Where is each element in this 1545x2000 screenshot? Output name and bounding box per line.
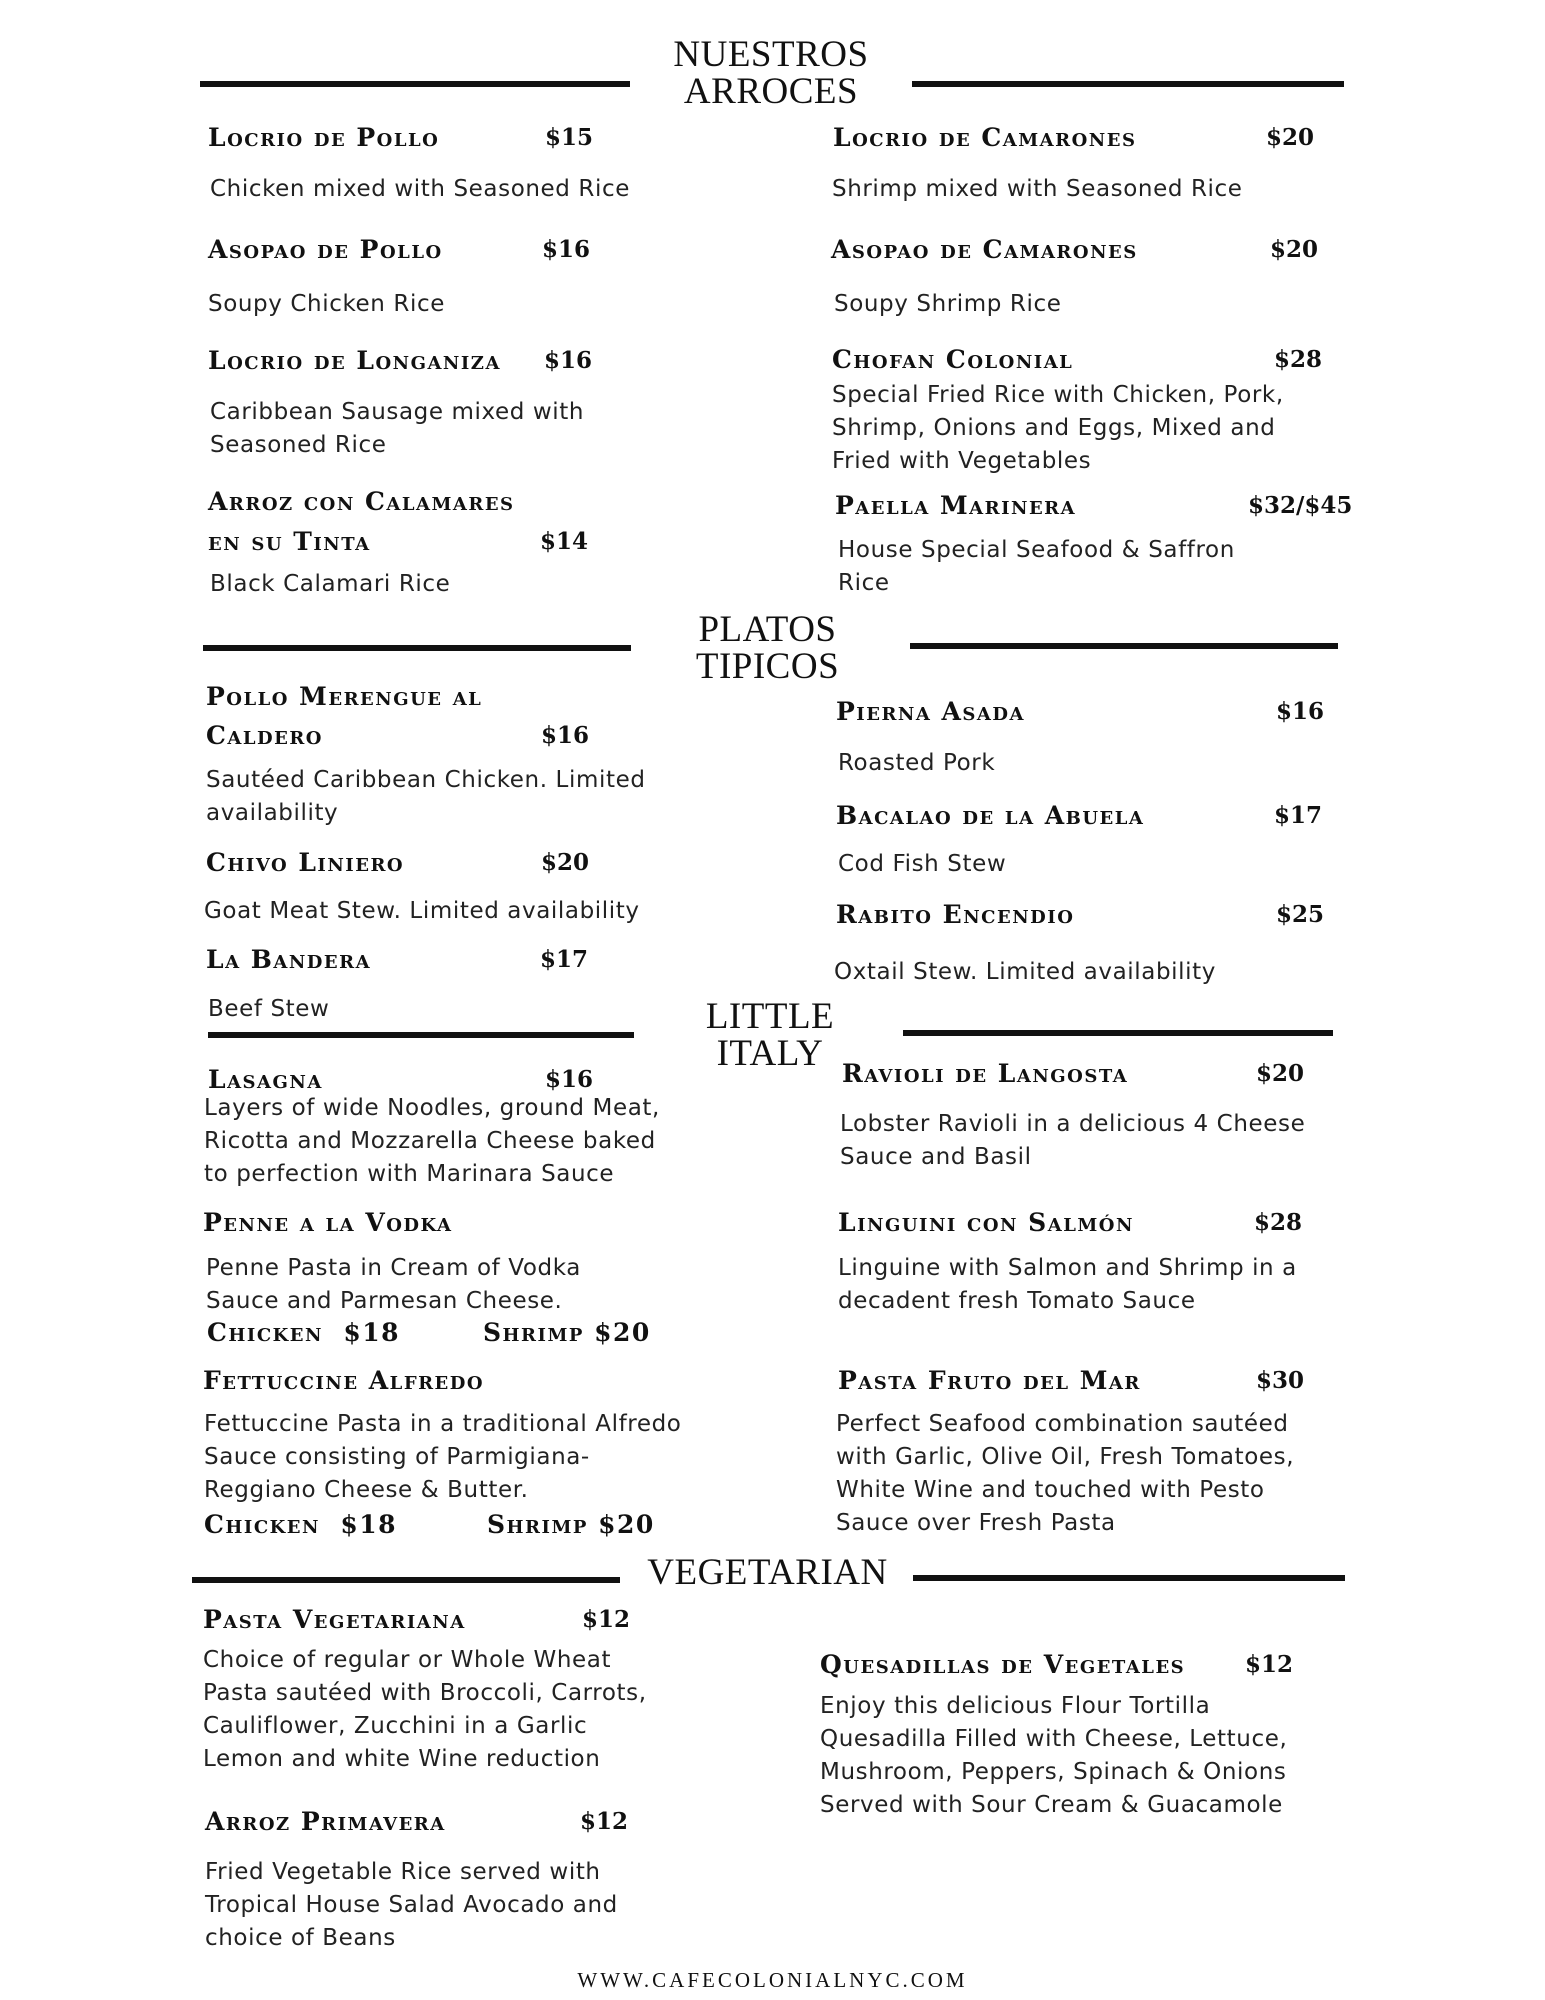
- item-name: Arroz Primavera: [205, 1807, 446, 1836]
- item-desc: Oxtail Stew. Limited availability: [834, 959, 1216, 985]
- item-desc: Fried Vegetable Rice served with Tropical House Salad Avocado and choice of Beans: [205, 1859, 618, 1951]
- item-name: Rabito Encendio: [836, 900, 1075, 929]
- section-rule-left: [203, 645, 631, 651]
- item-price: $17: [540, 946, 589, 973]
- item-desc: Roasted Pork: [838, 750, 996, 776]
- item-desc: Sautéed Caribbean Chicken. Limited availability: [206, 767, 646, 826]
- item-desc: Penne Pasta in Cream of Vodka Sauce and Parmesan Cheese.: [206, 1255, 581, 1314]
- item-price: $12: [1245, 1651, 1294, 1678]
- item-option-chicken: Chicken $18: [204, 1510, 398, 1539]
- item-name: Caldero: [206, 721, 323, 750]
- section-rule-left: [200, 81, 630, 87]
- item-option-shrimp: Shrimp $20: [487, 1510, 655, 1539]
- item-name: Locrio de Camarones: [833, 123, 1137, 152]
- section-rule-left: [192, 1577, 620, 1583]
- section-title-tipicos: PLATOS TIPICOS: [695, 609, 840, 687]
- item-desc: Goat Meat Stew. Limited availability: [204, 898, 640, 924]
- item-desc: Enjoy this delicious Flour Tortilla Quesadilla Filled with Cheese, Lettuce, Mushroom, Peppers, Spinach & Onions Served with Sour Cream & Guacamole: [820, 1693, 1288, 1818]
- item-name: Bacalao de la Abuela: [836, 801, 1145, 830]
- item-price: $16: [541, 722, 590, 749]
- section-title-italy: LITTLE ITALY: [705, 996, 835, 1074]
- item-name: La Bandera: [206, 945, 372, 974]
- item-desc: Chicken mixed with Seasoned Rice: [210, 176, 630, 202]
- item-name: Pierna Asada: [836, 697, 1025, 726]
- section-rule-left: [208, 1032, 634, 1038]
- item-desc: Choice of regular or Whole Wheat Pasta sautéed with Broccoli, Carrots, Cauliflower, Zucchini in a Garlic Lemon and white Wine reduction: [203, 1647, 647, 1772]
- item-name: Fettuccine Alfredo: [203, 1366, 485, 1395]
- item-name: Pasta Fruto del Mar: [838, 1366, 1141, 1395]
- item-name: Pasta Vegetariana: [203, 1605, 466, 1634]
- item-desc: Soupy Shrimp Rice: [834, 291, 1062, 317]
- section-title-vegetarian: VEGETARIAN: [647, 1552, 888, 1593]
- item-option-chicken: Chicken $18: [207, 1318, 401, 1347]
- item-price: $16: [545, 1066, 594, 1093]
- item-name: Asopao de Pollo: [208, 235, 443, 264]
- item-price: $20: [1270, 236, 1319, 263]
- item-price: $28: [1254, 1209, 1303, 1236]
- item-price: $30: [1256, 1367, 1305, 1394]
- item-price: $20: [1266, 124, 1315, 151]
- item-option-shrimp: Shrimp $20: [483, 1318, 651, 1347]
- item-price: $32/$45: [1248, 492, 1353, 519]
- item-desc: Perfect Seafood combination sautéed with Garlic, Olive Oil, Fresh Tomatoes, White Wine and touched with Pesto Sauce over Fresh Pasta: [836, 1411, 1295, 1536]
- section-rule-right: [913, 1575, 1345, 1581]
- item-price: $16: [1276, 698, 1325, 725]
- section-title-arroces: NUESTROS ARROCES: [673, 34, 869, 112]
- item-name: Ravioli de Langosta: [842, 1059, 1129, 1088]
- item-name: Chivo Liniero: [206, 848, 405, 877]
- item-name: Locrio de Pollo: [208, 123, 440, 152]
- item-price: $28: [1274, 346, 1323, 373]
- item-name: Paella Marinera: [835, 491, 1077, 520]
- item-desc: Special Fried Rice with Chicken, Pork, Shrimp, Onions and Eggs, Mixed and Fried with Vegetables: [832, 382, 1284, 474]
- item-name: Asopao de Camarones: [831, 235, 1138, 264]
- item-name: Pollo Merengue al: [206, 682, 483, 711]
- item-name: en su Tinta: [208, 527, 371, 556]
- item-desc: Layers of wide Noodles, ground Meat, Ricotta and Mozzarella Cheese baked to perfection with Marinara Sauce: [204, 1095, 660, 1187]
- item-desc: Shrimp mixed with Seasoned Rice: [832, 176, 1243, 202]
- item-desc: Soupy Chicken Rice: [208, 291, 445, 317]
- item-price: $14: [540, 528, 589, 555]
- item-desc: Black Calamari Rice: [210, 571, 451, 597]
- item-name: Lasagna: [208, 1065, 323, 1094]
- item-name: Arroz con Calamares: [208, 487, 515, 516]
- item-desc: Cod Fish Stew: [838, 851, 1007, 877]
- section-rule-right: [910, 643, 1338, 649]
- section-rule-right: [903, 1030, 1333, 1036]
- section-rule-right: [912, 81, 1344, 87]
- item-desc: Fettuccine Pasta in a traditional Alfredo Sauce consisting of Parmigiana- Reggiano Cheese & Butter.: [204, 1411, 682, 1503]
- item-price: $16: [544, 347, 593, 374]
- item-name: Penne a la Vodka: [203, 1208, 453, 1237]
- item-price: $17: [1274, 802, 1323, 829]
- item-name: Locrio de Longaniza: [208, 346, 501, 375]
- item-price: $12: [580, 1808, 629, 1835]
- item-price: $20: [1256, 1060, 1305, 1087]
- item-price: $12: [582, 1606, 631, 1633]
- item-name: Linguini con Salmón: [838, 1208, 1134, 1237]
- item-price: $16: [542, 236, 591, 263]
- item-desc: Caribbean Sausage mixed with Seasoned Rice: [210, 399, 585, 458]
- item-desc: Beef Stew: [208, 996, 330, 1022]
- item-price: $15: [545, 124, 594, 151]
- item-desc: Linguine with Salmon and Shrimp in a decadent fresh Tomato Sauce: [838, 1255, 1297, 1314]
- item-price: $20: [541, 849, 590, 876]
- website-url: WWW.CAFECOLONIALNYC.COM: [577, 1968, 968, 1992]
- item-desc: Lobster Ravioli in a delicious 4 Cheese Sauce and Basil: [840, 1111, 1306, 1170]
- item-name: Chofan Colonial: [832, 345, 1074, 374]
- item-price: $25: [1276, 901, 1325, 928]
- item-desc: House Special Seafood & Saffron Rice: [838, 537, 1235, 596]
- item-name: Quesadillas de Vegetales: [820, 1650, 1186, 1679]
